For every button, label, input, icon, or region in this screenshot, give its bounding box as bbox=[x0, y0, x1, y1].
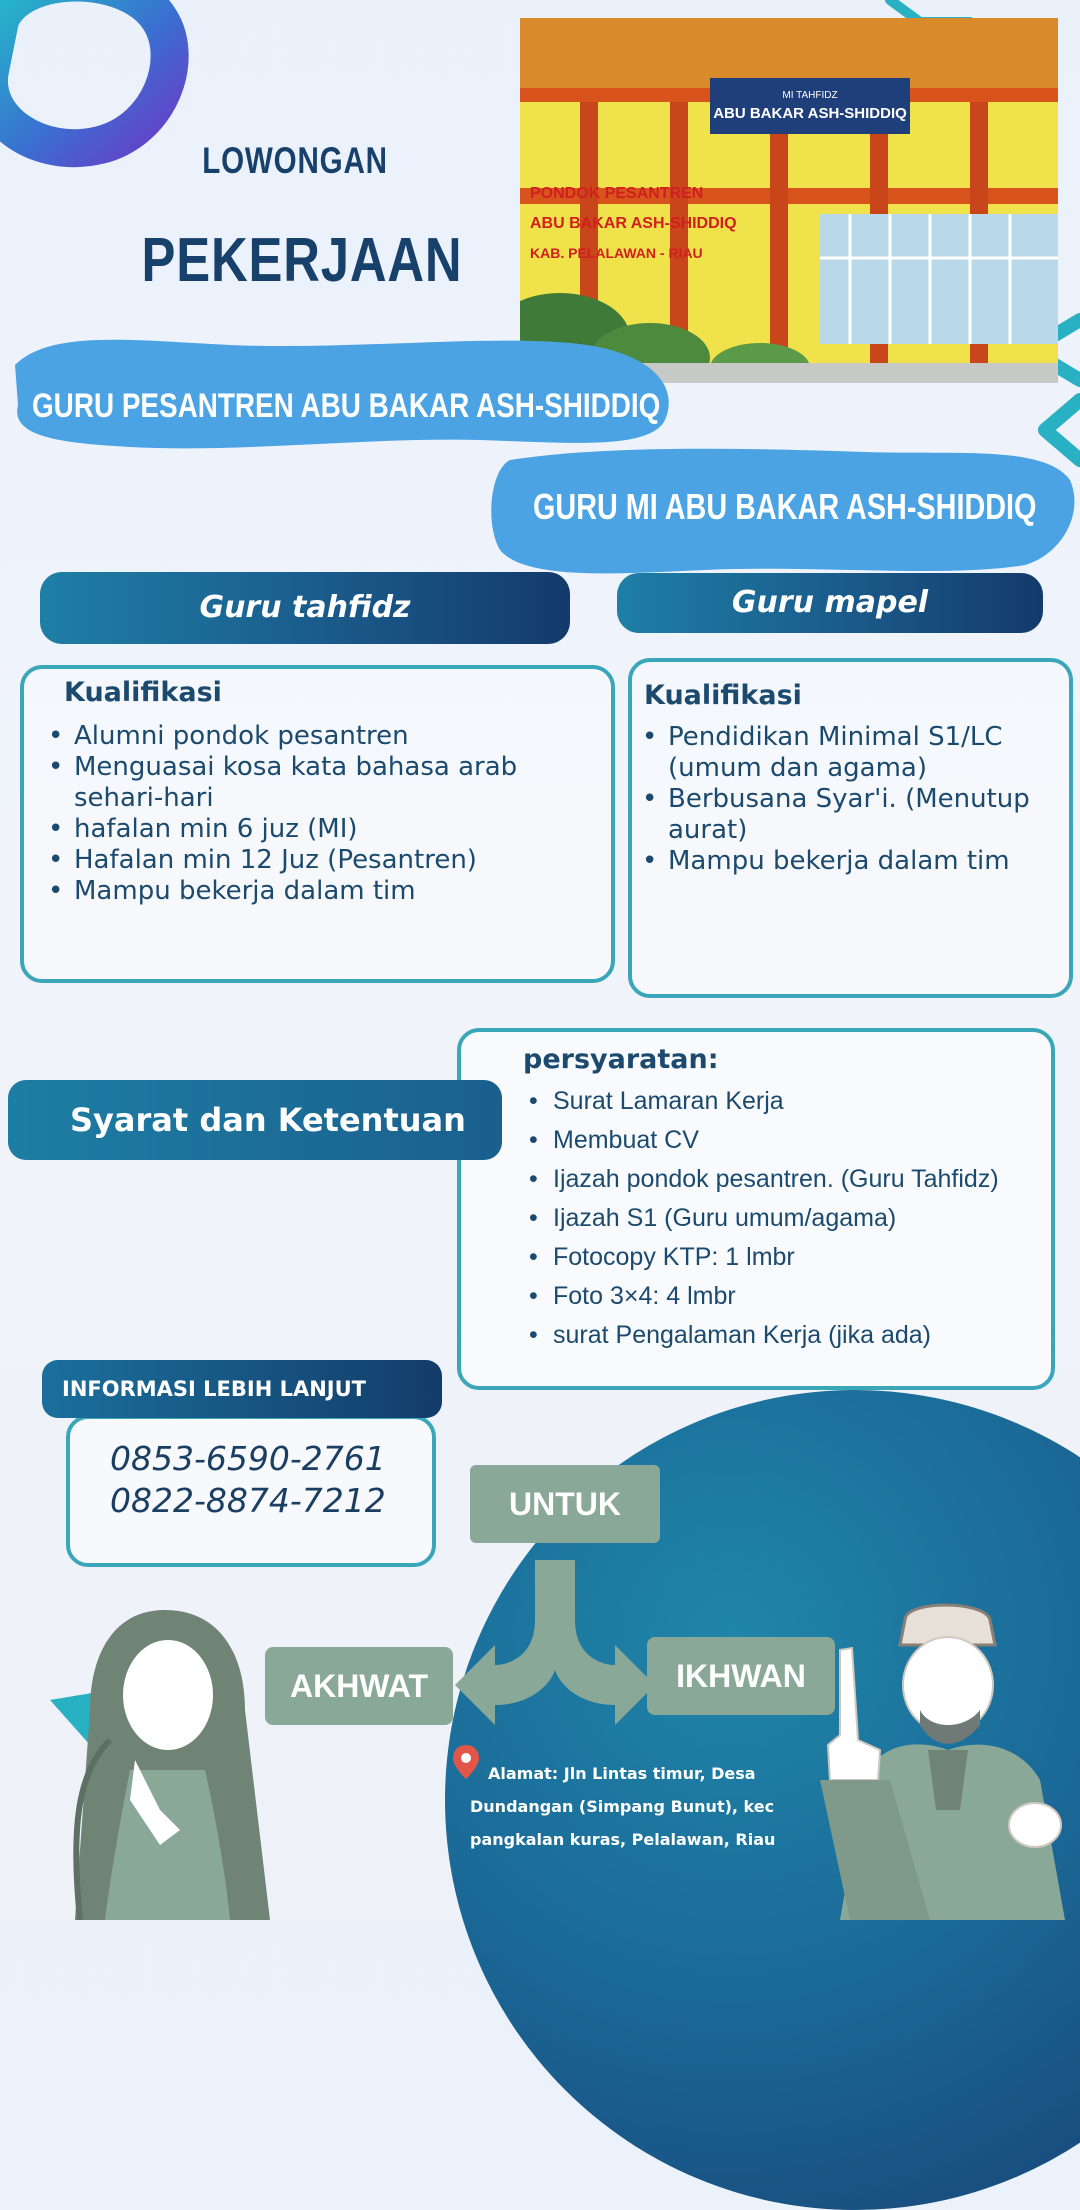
list-item: • Mampu bekerja dalam tim bbox=[42, 876, 592, 907]
phone-number-2: 0822-8874-7212 bbox=[110, 1481, 386, 1520]
list-item: • Ijazah S1 (Guru umum/agama) bbox=[523, 1199, 1043, 1238]
banner-mi-text: GURU MI ABU BAKAR ASH-SHIDDIQ bbox=[533, 486, 1037, 527]
photo-wall-text-1: PONDOK PESANTREN bbox=[530, 185, 704, 202]
qualification-title-mapel: Kualifikasi bbox=[644, 680, 802, 711]
address-line-2: Dundangan (Simpang Bunut), kec bbox=[470, 1797, 775, 1816]
list-item: • Pendidikan Minimal S1/LC (umum dan agama) bbox=[636, 722, 1056, 784]
title-lowongan: LOWONGAN bbox=[202, 140, 388, 181]
phone-box bbox=[66, 1415, 436, 1567]
list-item: • surat Pengalaman Kerja (jika ada) bbox=[523, 1316, 1043, 1355]
list-item: • Membuat CV bbox=[523, 1121, 1043, 1160]
list-item: • Foto 3×4: 4 lmbr bbox=[523, 1277, 1043, 1316]
photo-wall-text-3: KAB. PELALAWAN - RIAU bbox=[530, 245, 703, 261]
qualification-box-tahfidz bbox=[20, 665, 615, 983]
address-text bbox=[470, 1757, 800, 1856]
qualification-list-mapel bbox=[636, 722, 1056, 877]
qualification-box-mapel bbox=[628, 658, 1073, 998]
requirements-title: persyaratan: bbox=[523, 1044, 719, 1075]
header-guru-tahfidz: Guru tahfidz bbox=[40, 572, 570, 644]
header-guru-mapel: Guru mapel bbox=[617, 573, 1043, 633]
photo-wall-text-2: ABU BAKAR ASH-SHIDDIQ bbox=[530, 215, 737, 232]
address-line-3: pangkalan kuras, Pelalawan, Riau bbox=[470, 1830, 776, 1849]
list-item: • hafalan min 6 juz (MI) bbox=[42, 814, 592, 845]
list-item: • Mampu bekerja dalam tim bbox=[636, 846, 1056, 877]
qualification-title-tahfidz: Kualifikasi bbox=[64, 677, 222, 708]
title-pekerjaan: PEKERJAAN bbox=[141, 226, 463, 295]
qualification-list-tahfidz bbox=[42, 721, 592, 907]
fork-arrow-icon bbox=[450, 1560, 660, 1740]
label-untuk: UNTUK bbox=[470, 1465, 660, 1543]
list-item: • Fotocopy KTP: 1 lmbr bbox=[523, 1238, 1043, 1277]
man-kopiah-illustration bbox=[810, 1600, 1080, 1920]
list-item: • Menguasai kosa kata bahasa arab sehari-hari bbox=[42, 752, 592, 814]
woman-hijab-illustration bbox=[40, 1600, 300, 1920]
banner-pesantren-text: GURU PESANTREN ABU BAKAR ASH-SHIDDIQ bbox=[32, 387, 661, 425]
list-item: • Hafalan min 12 Juz (Pesantren) bbox=[42, 845, 592, 876]
list-item: • Ijazah pondok pesantren. (Guru Tahfidz) bbox=[523, 1160, 1043, 1199]
photo-sign-line-1: MI TAHFIDZ bbox=[782, 90, 838, 101]
header-informasi: INFORMASI LEBIH LANJUT bbox=[42, 1360, 442, 1418]
list-item: • Surat Lamaran Kerja bbox=[523, 1082, 1043, 1121]
label-ikhwan: IKHWAN bbox=[647, 1637, 835, 1715]
list-item: • Berbusana Syar'i. (Menutup aurat) bbox=[636, 784, 1056, 846]
header-syarat-ketentuan: Syarat dan Ketentuan bbox=[8, 1080, 502, 1160]
label-akhwat: AKHWAT bbox=[265, 1647, 453, 1725]
requirements-list bbox=[523, 1082, 1043, 1355]
requirements-box bbox=[457, 1028, 1055, 1390]
list-item: • Alumni pondok pesantren bbox=[42, 721, 592, 752]
photo-sign-line-2: ABU BAKAR ASH-SHIDDIQ bbox=[713, 105, 907, 122]
phone-number-1: 0853-6590-2761 bbox=[110, 1439, 386, 1478]
address-line-1: Alamat: Jln Lintas timur, Desa bbox=[488, 1764, 756, 1783]
